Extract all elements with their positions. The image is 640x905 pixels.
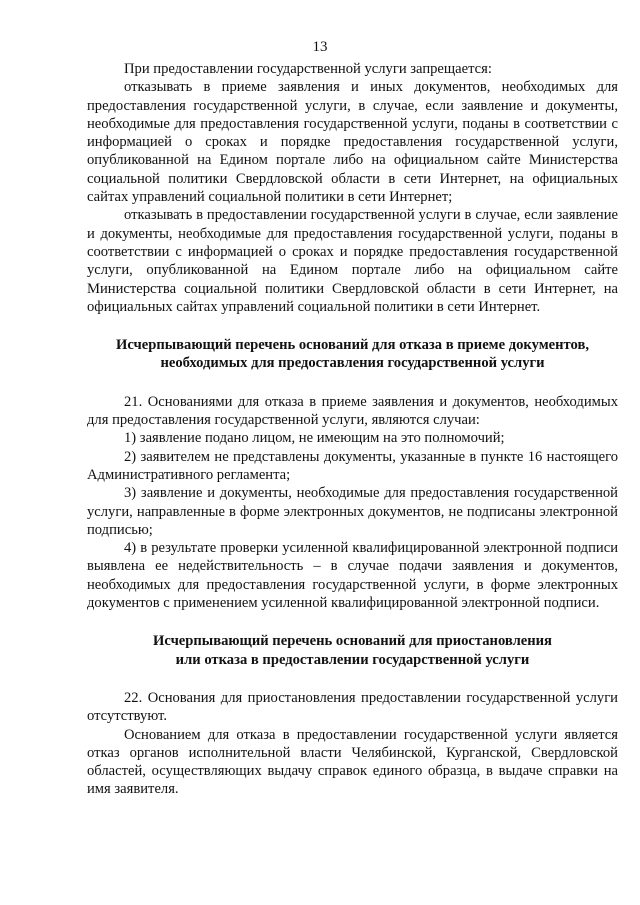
section-heading-refusal-docs-line1: Исчерпывающий перечень оснований для отказа в приеме документов, [116,337,589,354]
section-heading-suspension [87,632,618,669]
intro-item-2: отказывать в предоставлении государственной услуги в случае, если заявление и документы, необходимые для предоставления государственной услуги, поданы в соответствии с информацией о сроках и порядке предоставления государственной услуги, опубликованной на Едином портале либо на официальном сайте Министерства социальной политики Свердловской области в сети Интернет, на официальных сайтах управлений социальной политики в сети Интернет. [87,207,618,315]
list-item-1: 1) заявление подано лицом, не имеющим на это полномочий; [124,430,505,447]
section-heading-refusal-docs [87,336,618,373]
intro-heading: При предоставлении государственной услуги запрещается: [124,61,492,77]
paragraph-22: 22. Основания для приостановления предоставлении государственной услуги отсутствуют. [87,689,618,725]
section-heading-suspension-line1: Исчерпывающий перечень оснований для приостановления [153,633,552,650]
list-item-2: 2) заявителем не представлены документы, указанные в пункте 16 настоящего Административного регламента; [87,448,618,483]
intro-item-1: отказывать в приеме заявления и иных документов, необходимых для предоставления государственной услуги, в случае, если заявление и документы, необходимые для предоставления государственной услуги, поданы в соответствии с информацией о сроках и порядке предоставления государственной услуги, опубликованной на Едином портале либо на официальном сайте Министерства социальной политики Свердловской области в сети Интернет, на официальных сайтах управлений социальной политики в сети Интернет; [87,79,618,206]
list-item-4: 4) в результате проверки усиленной квалифицированной электронной подписи выявлена ее недействительность – в случае подачи заявления и документов, необходимых для предоставления государственной услуги, в форме электронных документов с применением усиленной квалифицированной электронной подписи. [87,540,618,612]
paragraph-21: 21. Основаниями для отказа в приеме заявления и документов, необходимых для предоставления государственной услуги, являются случаи: [87,393,618,429]
section-heading-suspension-line2: или отказа в предоставлении государственной услуги [175,651,530,668]
list-item-3: 3) заявление и документы, необходимые для предоставления государственной услуги, направленные в форме электронных документов, не подписаны электронной подписью; [87,485,618,538]
page-content [87,60,618,799]
paragraph-refusal-basis: Основанием для отказа в предоставлении государственной услуги является отказ органов исполнительной власти Челябинской, Курганской, Свердловской областей, осуществляющих выдачу справок единого образца, в выдаче справки на имя заявителя. [87,726,618,798]
section-heading-refusal-docs-line2: необходимых для предоставления государственной услуги [160,355,545,372]
page-number: 13 [312,39,328,55]
